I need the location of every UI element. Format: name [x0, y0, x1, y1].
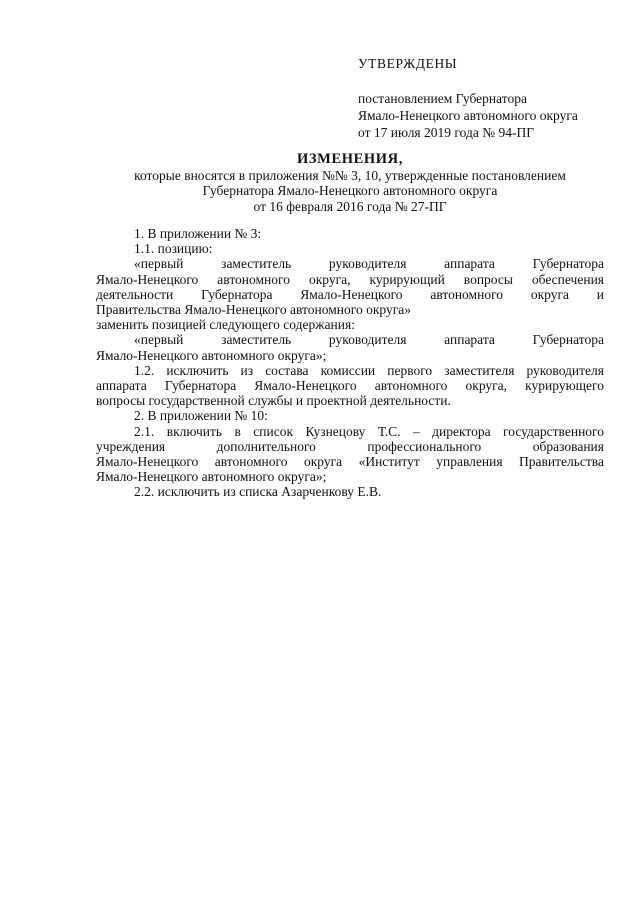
quote-2-line-1: «первый заместитель руководителя аппарата Губернатора — [134, 332, 604, 348]
title-line-3: от 16 февраля 2016 года № 27-ПГ — [253, 198, 447, 214]
item-2-1-line-4: Ямало-Ненецкого автономного округа»; — [96, 469, 327, 485]
section-1-heading: 1. В приложении № 3: — [134, 226, 262, 241]
item-2-1-line-2: учреждения дополнительного профессионального образования — [96, 438, 604, 454]
item-2-1-line-1: 2.1. включить в список Кузнецову Т.С. – директора государственного — [134, 423, 604, 439]
title-line-1: которые вносятся в приложения №№ 3, 10, утвержденные постановлением — [134, 167, 566, 183]
quote-1-line-2: Ямало-Ненецкого автономного округа, курирующий вопросы обеспечения — [96, 271, 604, 287]
quote-2-line-2: Ямало-Ненецкого автономного округа»; — [96, 347, 327, 363]
item-1-2-line-3: вопросы государственной службы и проектной деятельности. — [96, 393, 451, 409]
approval-block — [358, 55, 618, 141]
item-2-2: 2.2. исключить из списка Азарченкову Е.В. — [134, 484, 382, 500]
replace-text: заменить позицией следующего содержания: — [96, 317, 355, 333]
quote-1-line-3: деятельности Губернатора Ямало-Ненецкого автономного округа и — [96, 286, 604, 302]
item-1-1: 1.1. позицию: — [134, 241, 213, 257]
document-title-block — [96, 152, 604, 214]
approval-line-2: Ямало-Ненецкого автономного округа — [358, 108, 578, 123]
quote-1-line-4: Правительства Ямало-Ненецкого автономного округа» — [96, 302, 411, 318]
document-body — [96, 226, 604, 500]
quote-1-line-1: «первый заместитель руководителя аппарата Губернатора — [134, 256, 604, 272]
approval-line-1: постановлением Губернатора — [358, 91, 527, 106]
item-1-2-line-2: аппарата Губернатора Ямало-Ненецкого автономного округа, курирующего — [96, 378, 604, 394]
title-line-2: Губернатора Ямало-Ненецкого автономного округа — [202, 183, 498, 198]
approval-line-3: от 17 июля 2019 года № 94-ПГ — [358, 125, 534, 140]
approval-heading: УТВЕРЖДЕНЫ — [358, 56, 458, 71]
item-1-2-line-1: 1.2. исключить из состава комиссии первого заместителя руководителя — [134, 362, 604, 378]
item-2-1-line-3: Ямало-Ненецкого автономного округа «Институт управления Правительства — [96, 454, 604, 470]
section-2-heading: 2. В приложении № 10: — [134, 408, 268, 424]
document-title: ИЗМЕНЕНИЯ, — [297, 151, 403, 167]
